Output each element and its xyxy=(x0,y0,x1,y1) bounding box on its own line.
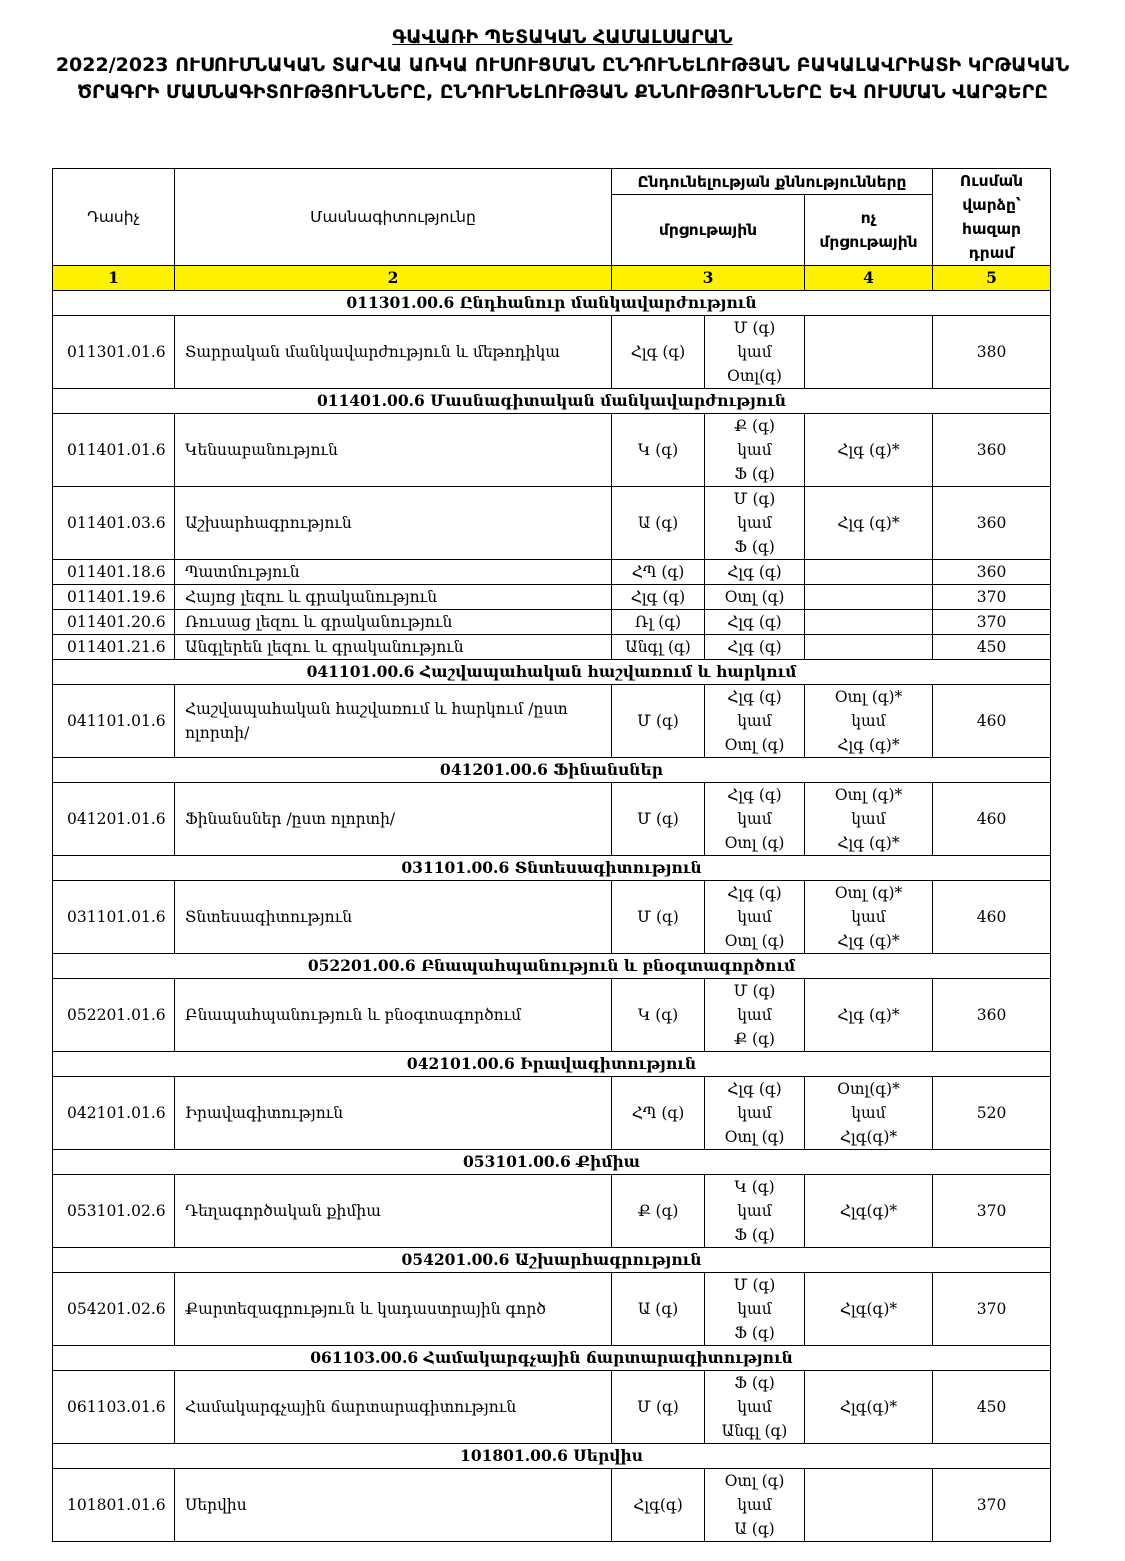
specialty-code: 041101.01.6 xyxy=(53,685,175,758)
table-row xyxy=(53,1371,1051,1444)
noncompetitive-exam xyxy=(805,1371,933,1444)
specialty-code: 011401.03.6 xyxy=(53,487,175,560)
competitive-exam-2 xyxy=(705,635,805,660)
exam-option: Հլգ(գ)* xyxy=(839,1300,898,1318)
header-row xyxy=(53,169,1051,195)
competitive-exam-1: ՀՊ (գ) xyxy=(612,1077,705,1150)
section-title: 011401.00.6 Մասնագիտական մանկավարժություն xyxy=(53,389,1051,414)
section-title: 061103.00.6 Համակարգչային ճարտարագիտություն xyxy=(53,1346,1051,1371)
noncompetitive-exam xyxy=(805,783,933,856)
competitive-exam-1: Մ (գ) xyxy=(612,685,705,758)
specialty-name: Աշխարհագրություն xyxy=(175,487,612,560)
specialty-code: 053101.02.6 xyxy=(53,1175,175,1248)
exam-option: Ֆ (գ) xyxy=(734,538,775,556)
specialty-name: Համակարգչային ճարտարագիտություն xyxy=(175,1371,612,1444)
competitive-exam-1: Անգլ (գ) xyxy=(612,635,705,660)
competitive-exam-1: Մ (գ) xyxy=(612,783,705,856)
exam-option: Օտլ (գ)* xyxy=(834,884,903,902)
exam-option: Օտլ (գ) xyxy=(724,1128,785,1146)
competitive-exam-2 xyxy=(705,1469,805,1542)
exam-option: Օտլ(գ)* xyxy=(837,1080,900,1098)
section-row xyxy=(53,1052,1051,1077)
exam-option: կամ xyxy=(737,810,772,828)
specialty-code: 011301.01.6 xyxy=(53,316,175,389)
exam-option: Ք (գ) xyxy=(734,1030,775,1048)
table-row xyxy=(53,560,1051,585)
competitive-exam-2 xyxy=(705,685,805,758)
section-row xyxy=(53,1346,1051,1371)
specialty-name: Անգլերեն լեզու և գրականություն xyxy=(175,635,612,660)
section-title: 031101.00.6 Տնտեսագիտություն xyxy=(53,856,1051,881)
exam-option: կամ xyxy=(737,908,772,926)
header-fee: Ուսման վարձը՝ հազար դրամ xyxy=(933,169,1051,266)
noncompetitive-exam xyxy=(805,881,933,954)
section-row xyxy=(53,856,1051,881)
section-title: 101801.00.6 Սերվիս xyxy=(53,1444,1051,1469)
exam-option: կամ xyxy=(851,712,886,730)
exam-option: Մ (գ) xyxy=(733,319,776,337)
specialty-name: Տնտեսագիտություն xyxy=(175,881,612,954)
table-row xyxy=(53,1273,1051,1346)
table-row xyxy=(53,685,1051,758)
tuition-fee: 460 xyxy=(933,783,1051,856)
section-title: 042101.00.6 Իրավագիտություն xyxy=(53,1052,1051,1077)
exam-option: Հլգ (գ) xyxy=(727,786,782,804)
noncompetitive-exam xyxy=(805,414,933,487)
competitive-exam-1: Ա (գ) xyxy=(612,1273,705,1346)
exam-option: կամ xyxy=(737,1104,772,1122)
header-competitive: մրցութային xyxy=(612,195,805,266)
tuition-fee: 370 xyxy=(933,1175,1051,1248)
exam-option: կամ xyxy=(851,1104,886,1122)
competitive-exam-1: Մ (գ) xyxy=(612,1371,705,1444)
exam-option: Հլգ (գ)* xyxy=(837,834,900,852)
exam-option: Մ (գ) xyxy=(733,1276,776,1294)
section-title: 041201.00.6 Ֆինանսներ xyxy=(53,758,1051,783)
section-title: 052201.00.6 Բնապահպանություն և բնօգտագործում xyxy=(53,954,1051,979)
document-subtitle: 2022/2023 ՈՒՍՈՒՄՆԱԿԱՆ ՏԱՐՎԱ ԱՌԿԱ ՈՒՍՈՒՑՄԱՆ ԸՆԴՈՒՆԵԼՈՒԹՅԱՆ ԲԱԿԱԼԱՎՐԻԱՏԻ ԿՐԹԱԿԱՆ ԾՐԱԳՐԻ ՄԱՍՆԱԳԻՏՈՒԹՅՈՒՆՆԵՐԸ, ԸՆԴՈՒՆԵԼՈՒԹՅԱՆ ՔՆՆՈՒԹՅՈՒՆՆԵՐԸ ԵՎ ՈՒՍՄԱՆ ՎԱՐՁԵՐԸ xyxy=(55,53,1070,103)
exam-option: կամ xyxy=(737,1202,772,1220)
competitive-exam-2 xyxy=(705,414,805,487)
specialty-name: Բնապահպանություն և բնօգտագործում xyxy=(175,979,612,1052)
exam-option: Հլգ(գ)* xyxy=(839,1128,898,1146)
exam-option: Անգլ (գ) xyxy=(721,1422,788,1440)
specialty-name: Ֆինանսներ /ըստ ոլորտի/ xyxy=(175,783,612,856)
column-number: 2 xyxy=(175,266,612,291)
competitive-exam-2 xyxy=(705,1273,805,1346)
header-code: Դասիչ xyxy=(53,169,175,266)
table-row xyxy=(53,881,1051,954)
table-row xyxy=(53,979,1051,1052)
tuition-fee: 360 xyxy=(933,979,1051,1052)
competitive-exam-2 xyxy=(705,610,805,635)
specialty-name: Հաշվապահական հաշվառում և հարկում /ըստ ոլորտի/ xyxy=(175,685,612,758)
specialty-name: Քարտեզագրություն և կադաստրային գործ xyxy=(175,1273,612,1346)
exam-option: Օտլ(գ) xyxy=(727,367,782,385)
competitive-exam-2 xyxy=(705,783,805,856)
exam-option: կամ xyxy=(851,810,886,828)
competitive-exam-1: Հլգ(գ) xyxy=(612,1469,705,1542)
table-row xyxy=(53,1175,1051,1248)
competitive-exam-2 xyxy=(705,487,805,560)
column-number: 4 xyxy=(805,266,933,291)
tuition-fee: 450 xyxy=(933,1371,1051,1444)
section-title: 011301.00.6 Ընդհանուր մանկավարժություն xyxy=(53,291,1051,316)
exam-option: Կ (գ) xyxy=(734,1178,775,1196)
column-number: 3 xyxy=(612,266,805,291)
specialty-code: 031101.01.6 xyxy=(53,881,175,954)
table-row xyxy=(53,487,1051,560)
tuition-fee: 370 xyxy=(933,585,1051,610)
table-row xyxy=(53,1077,1051,1150)
noncompetitive-exam xyxy=(805,979,933,1052)
section-row xyxy=(53,291,1051,316)
noncompetitive-exam xyxy=(805,610,933,635)
exam-option: կամ xyxy=(737,1300,772,1318)
specialty-name: Սերվիս xyxy=(175,1469,612,1542)
noncompetitive-exam xyxy=(805,316,933,389)
exam-option: կամ xyxy=(737,1006,772,1024)
exam-option: Հլգ (գ) xyxy=(727,1080,782,1098)
specialty-name: Տարրական մանկավարժություն և մեթոդիկա xyxy=(175,316,612,389)
exam-option: կամ xyxy=(737,441,772,459)
table-row xyxy=(53,414,1051,487)
competitive-exam-1: Ք (գ) xyxy=(612,1175,705,1248)
tuition-fee: 360 xyxy=(933,560,1051,585)
specialty-name: Ռուսաց լեզու և գրականություն xyxy=(175,610,612,635)
section-row xyxy=(53,660,1051,685)
exam-option: Հլգ (գ)* xyxy=(837,736,900,754)
specialty-code: 011401.20.6 xyxy=(53,610,175,635)
table-row xyxy=(53,635,1051,660)
table-row xyxy=(53,1469,1051,1542)
table-row xyxy=(53,610,1051,635)
table-row xyxy=(53,783,1051,856)
exam-option: Օտլ (գ) xyxy=(724,932,785,950)
exam-option: Հլգ(գ)* xyxy=(839,1398,898,1416)
specialty-code: 061103.01.6 xyxy=(53,1371,175,1444)
column-number: 5 xyxy=(933,266,1051,291)
specialty-code: 101801.01.6 xyxy=(53,1469,175,1542)
exam-option: Հլգ (գ)* xyxy=(837,441,900,459)
noncompetitive-exam xyxy=(805,560,933,585)
competitive-exam-2 xyxy=(705,1077,805,1150)
tuition-fee: 450 xyxy=(933,635,1051,660)
specialty-code: 011401.01.6 xyxy=(53,414,175,487)
exam-option: Հլգ (գ) xyxy=(727,613,782,631)
exam-option: Մ (գ) xyxy=(733,490,776,508)
tuition-fee: 360 xyxy=(933,414,1051,487)
column-numbers-row xyxy=(53,266,1051,291)
header-specialty: Մասնագիտությունը xyxy=(175,169,612,266)
exam-option: Ֆ (գ) xyxy=(734,1374,775,1392)
exam-option: Ֆ (գ) xyxy=(734,1226,775,1244)
section-row xyxy=(53,389,1051,414)
competitive-exam-2 xyxy=(705,1371,805,1444)
specialty-code: 041201.01.6 xyxy=(53,783,175,856)
competitive-exam-2 xyxy=(705,1175,805,1248)
noncompetitive-exam xyxy=(805,1175,933,1248)
exam-option: կամ xyxy=(737,343,772,361)
competitive-exam-1: Մ (գ) xyxy=(612,881,705,954)
tuition-fee: 370 xyxy=(933,1469,1051,1542)
exam-option: կամ xyxy=(737,1398,772,1416)
noncompetitive-exam xyxy=(805,1469,933,1542)
section-title: 053101.00.6 Քիմիա xyxy=(53,1150,1051,1175)
tuition-fee: 460 xyxy=(933,685,1051,758)
section-row xyxy=(53,1248,1051,1273)
section-title: 041101.00.6 Հաշվապահական հաշվառում և հարկում xyxy=(53,660,1051,685)
tuition-fee: 370 xyxy=(933,610,1051,635)
specialty-code: 011401.19.6 xyxy=(53,585,175,610)
competitive-exam-1: Ռլ (գ) xyxy=(612,610,705,635)
exam-option: Հլգ (գ)* xyxy=(837,514,900,532)
exam-option: Օտլ (գ) xyxy=(724,588,785,606)
header-noncompetitive: ոչ մրցութային xyxy=(805,195,933,266)
exam-option: Օտլ (գ) xyxy=(724,834,785,852)
exam-option: Օտլ (գ)* xyxy=(834,786,903,804)
noncompetitive-exam xyxy=(805,585,933,610)
exam-option: Ֆ (գ) xyxy=(734,1324,775,1342)
exam-option: Հլգ (գ) xyxy=(727,563,782,581)
header-exams: Ընդունելության քննությունները xyxy=(612,169,933,195)
exam-option: Օտլ (գ) xyxy=(724,736,785,754)
exam-option: Հլգ (գ)* xyxy=(837,1006,900,1024)
specialty-code: 011401.18.6 xyxy=(53,560,175,585)
exam-option: Ֆ (գ) xyxy=(734,465,775,483)
section-row xyxy=(53,1150,1051,1175)
exam-option: Ա (գ) xyxy=(734,1520,775,1538)
tuition-fee: 460 xyxy=(933,881,1051,954)
specialty-name: Կենսաբանություն xyxy=(175,414,612,487)
noncompetitive-exam xyxy=(805,1273,933,1346)
noncompetitive-exam xyxy=(805,1077,933,1150)
exam-option: Օտլ (գ) xyxy=(724,1472,785,1490)
tuition-fee: 380 xyxy=(933,316,1051,389)
exam-option: կամ xyxy=(737,514,772,532)
specialty-code: 042101.01.6 xyxy=(53,1077,175,1150)
noncompetitive-exam xyxy=(805,685,933,758)
exam-option: Հլգ (գ)* xyxy=(837,932,900,950)
competitive-exam-2 xyxy=(705,585,805,610)
competitive-exam-2 xyxy=(705,316,805,389)
specialty-name: Դեղագործական քիմիա xyxy=(175,1175,612,1248)
table-row xyxy=(53,316,1051,389)
section-row xyxy=(53,758,1051,783)
exam-option: Մ (գ) xyxy=(733,982,776,1000)
specialty-name: Պատմություն xyxy=(175,560,612,585)
section-title: 054201.00.6 Աշխարհագրություն xyxy=(53,1248,1051,1273)
table-row xyxy=(53,585,1051,610)
exam-option: կամ xyxy=(737,1496,772,1514)
admissions-table xyxy=(52,168,1051,1542)
exam-option: Հլգ(գ)* xyxy=(839,1202,898,1220)
competitive-exam-1: ՀՊ (գ) xyxy=(612,560,705,585)
specialty-name: Իրավագիտություն xyxy=(175,1077,612,1150)
tuition-fee: 520 xyxy=(933,1077,1051,1150)
university-name: ԳԱՎԱՌԻ ՊԵՏԱԿԱՆ ՀԱՄԱԼՍԱՐԱՆ xyxy=(392,26,733,48)
exam-option: Հլգ (գ) xyxy=(727,884,782,902)
tuition-fee: 370 xyxy=(933,1273,1051,1346)
competitive-exam-1: Կ (գ) xyxy=(612,979,705,1052)
exam-option: Հլգ (գ) xyxy=(727,688,782,706)
exam-option: Ք (գ) xyxy=(734,417,775,435)
exam-option: Հլգ (գ) xyxy=(727,638,782,656)
competitive-exam-1: Հլգ (գ) xyxy=(612,316,705,389)
exam-option: Օտլ (գ)* xyxy=(834,688,903,706)
specialty-code: 052201.01.6 xyxy=(53,979,175,1052)
section-row xyxy=(53,1444,1051,1469)
noncompetitive-exam xyxy=(805,487,933,560)
exam-option: կամ xyxy=(737,712,772,730)
tuition-fee: 360 xyxy=(933,487,1051,560)
competitive-exam-1: Կ (գ) xyxy=(612,414,705,487)
document-title xyxy=(0,24,1125,107)
specialty-code: 054201.02.6 xyxy=(53,1273,175,1346)
competitive-exam-2 xyxy=(705,979,805,1052)
exam-option: կամ xyxy=(851,908,886,926)
column-number: 1 xyxy=(53,266,175,291)
competitive-exam-1: Հլգ (գ) xyxy=(612,585,705,610)
noncompetitive-exam xyxy=(805,635,933,660)
specialty-name: Հայոց լեզու և գրականություն xyxy=(175,585,612,610)
section-row xyxy=(53,954,1051,979)
competitive-exam-2 xyxy=(705,560,805,585)
competitive-exam-2 xyxy=(705,881,805,954)
specialty-code: 011401.21.6 xyxy=(53,635,175,660)
competitive-exam-1: Ա (գ) xyxy=(612,487,705,560)
